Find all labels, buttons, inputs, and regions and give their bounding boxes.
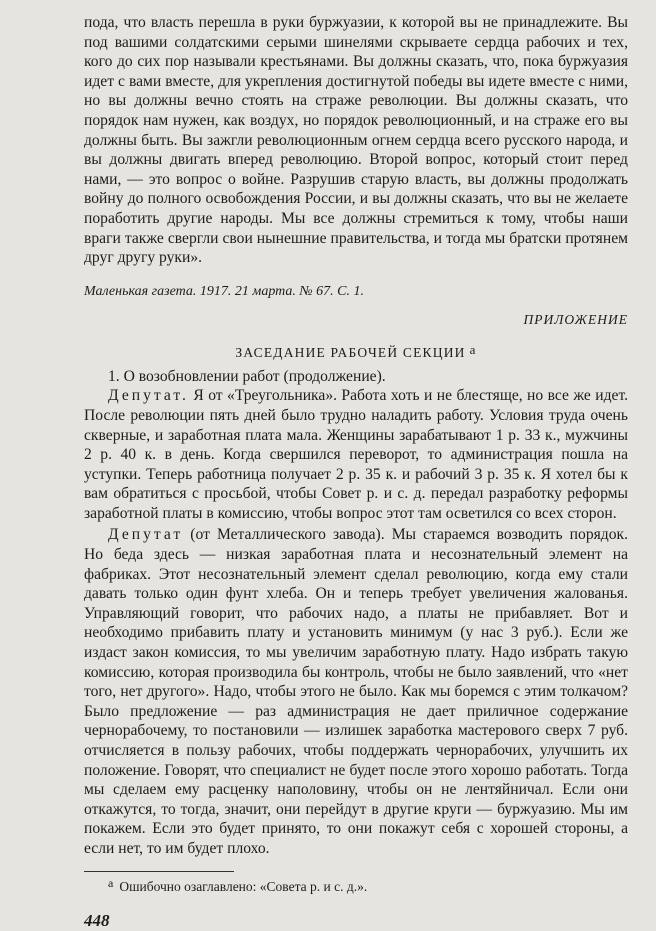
speaker-label: Депутат (108, 526, 184, 544)
deputy-speech-2 (84, 525, 628, 858)
continuation-paragraph: пода, что власть перешла в руки буржуазии, к которой вы не принадлежите. Вы под вашими солдатскими серыми шинелями скрываете сердца рабочих и тех, кого до сих пор называли крестьянами. Вы должны сказать, что, пока буржуазия идет с вами вместе, для укрепления достигнутой победы вы идете вместе с ними, но вы должны вечно стоять на страже революции. Вы должны сказать, что порядок нам нужен, как воздух, но порядок революционный, и на страже его вы должны быть. Вы зажгли революционным огнем сердца всего русского народа, и вы должны двигать вперед революцию. Второй вопрос, который стоит перед нами, — это вопрос о войне. Разрушив старую власть, вы должны продолжать войну до полного освобождения России, и вы должны сказать, что вы не желаете поработить другие народы. Мы все должны стремиться к тому, чтобы наши враги также свергли свои нынешние правительства, и тогда мы братски протянем друг другу руки». (84, 14, 628, 267)
speech-text: Я от «Треугольника». Работа хоть и не блестяще, но все же идет. После революции пять дней было трудно наладить работу. Условия труда очень скверные, и заработная плата мала. Женщины зарабатывают 1 р. 33 к., мужчины 2 р. 40 к. в день. Когда свершился переворот, то администрация пошла на уступки. Теперь работница получает 2 р. 35 к. и рабочий 3 р. 35 к. Я хотел бы к вам обратиться с просьбой, чтобы Совет р. и с. д. передал разработку реформы заработной платы в комиссию, чтобы вопрос этот там осветился со всех сторон. (84, 387, 628, 522)
appendix-heading: ПРИЛОЖЕНИЕ (523, 311, 628, 327)
footnote-divider (84, 871, 234, 872)
speaker-label: Депутат. (108, 387, 189, 405)
section-title-text: ЗАСЕДАНИЕ РАБОЧЕЙ СЕКЦИИ (235, 344, 466, 360)
footnote-marker: а (469, 341, 477, 357)
agenda-item: 1. О возобновлении работ (продолжение). (108, 367, 386, 385)
footnote-text: Ошибочно озаглавлено: «Совета р. и с. д.». (119, 878, 368, 894)
deputy-speech-1 (84, 386, 628, 523)
source-citation: Маленькая газета. 1917. 21 марта. № 67. С. 1. (84, 283, 364, 299)
speech-text: (от Металлического завода). Мы стараемся возводить порядок. Но беда здесь — низкая заработная плата и несознательный элемент на фабриках. Этот несознательный элемент сделал революцию, когда ему стали давать только один фунт хлеба. Он и теперь требует увеличения жалованья. Управляющий говорит, что рабочих надо, а платы не прибавляет. Вот и необходимо прибавить плату и установить минимум (у нас 3 руб.). Если же издаст закон комиссия, то мы увеличим заработную плату. Надо избрать такую комиссию, которая производила бы контроль, чтобы не было заявлений, что «нет того, нет другого». Надо, чтобы этого не было. Как мы боремся с этим толкачом? Было предложение — раз администрация не дает приличное содержание чернорабочему, то постановили — излишек заработка мастерового сверх 7 руб. отчисляется в пользу рабочих, чтобы поддержать чернорабочих, улучшить их положение. Говорят, что специалист не будет после этого хорошо работать. Тогда мы сделаем ему расценку наполовину, чтобы он не лентяйничал. Если они откажутся, то тогда, значит, они перейдут в другие круги — буржуазию. Мы им покажем. Если это будет принято, то они покажут себя с хорошей стороны, а если нет, то им будет плохо. (84, 526, 628, 857)
page-number: 448 (84, 910, 110, 930)
footnote-mark: а (108, 875, 114, 890)
section-title (84, 342, 628, 361)
footnote (84, 876, 628, 895)
